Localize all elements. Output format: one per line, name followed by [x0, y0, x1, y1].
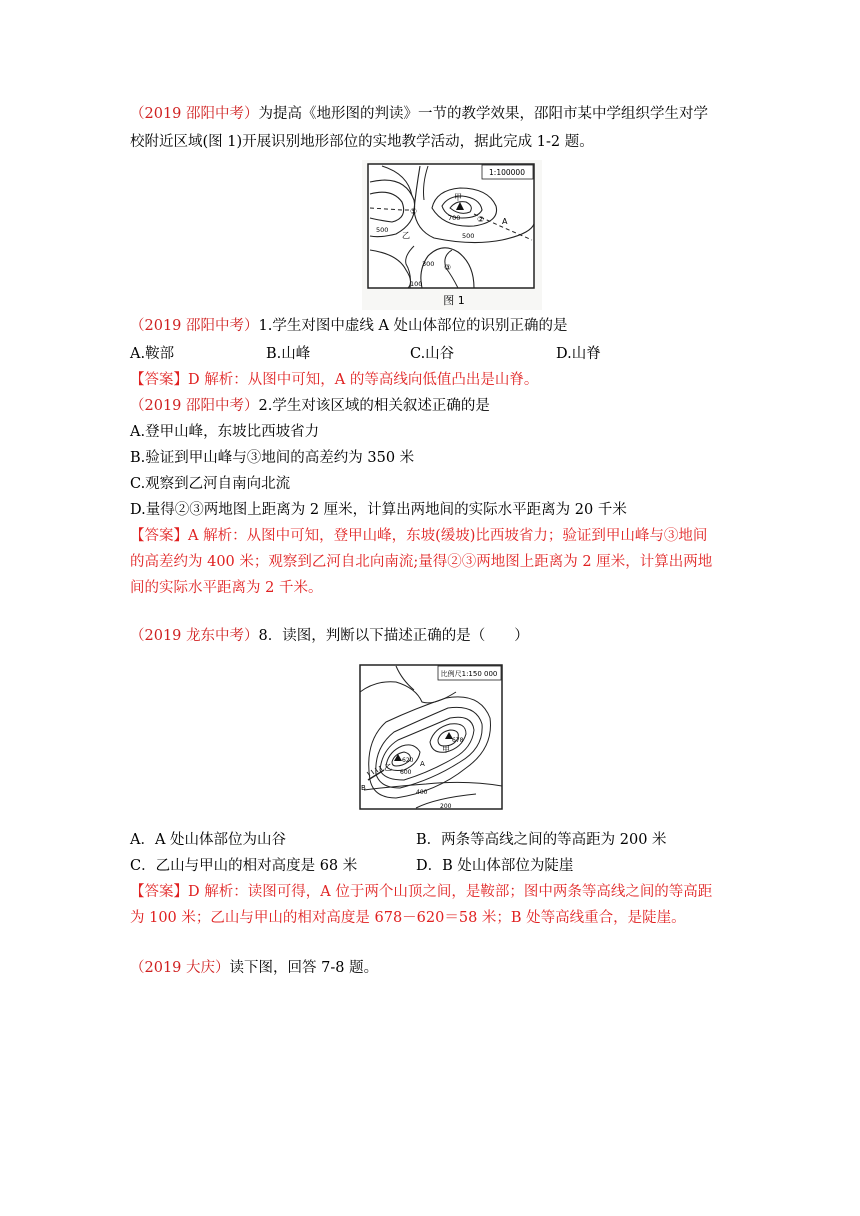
figure-1-label-700: 700 [448, 214, 461, 222]
item8-answer-line1 [130, 882, 712, 902]
item2-answer-line2: 的高差约为 400 米；观察到乙河自北向南流;量得②③两地图上距离为 2 厘米，计算出两地 [130, 554, 713, 570]
item2-option-a: A.登甲山峰，东坡比西坡省力 [130, 424, 320, 440]
item1-option-c: C.山谷 [410, 346, 455, 362]
item8-stem: 8．读图，判断以下描述正确的是（ ） [258, 628, 529, 644]
figure-1-label-jia: 甲 [454, 193, 462, 202]
figure-2-label-a: A [420, 760, 425, 768]
item2-stem: 2.学生对该区域的相关叙述正确的是 [258, 398, 490, 414]
figure-1-label-500a: 500 [376, 226, 389, 234]
item8-option-a: A．A 处山体部位为山谷 [130, 832, 287, 848]
figure-2-contour-map [356, 662, 506, 814]
item1-stem: 1.学生对图中虚线 A 处山体部位的识别正确的是 [258, 318, 568, 334]
figure-2-label-400: 400 [416, 789, 428, 796]
figure-2-label-b: B [361, 784, 366, 792]
q1-intro-line1 [130, 104, 708, 124]
item2-answer-line1 [130, 526, 707, 546]
figure-2-scale: 比例尺1:150 000 [440, 670, 498, 678]
item8-option-d: D．B 处山体部位为陡崖 [416, 858, 574, 874]
figure-2-label-600: 600 [400, 769, 412, 776]
item2-option-b: B.验证到甲山峰与③地间的高差约为 350 米 [130, 450, 415, 466]
item1-source: （2019 邵阳中考） [130, 318, 259, 334]
item8-answer-tag: 【答案】 [130, 884, 188, 900]
figure-1-label-500b: 500 [462, 232, 475, 240]
item8-stem-line [130, 626, 529, 646]
figure-1-scale: 1:100000 [489, 168, 525, 177]
item2-option-d: D.量得②③两地图上距离为 2 厘米，计算出两地间的实际水平距离为 20 千米 [130, 502, 627, 518]
item2-answer-line3: 间的实际水平距离为 2 千米。 [130, 580, 323, 596]
item8-option-c: C．乙山与甲山的相对高度是 68 米 [130, 858, 358, 874]
figure-1-label-100: 100 [410, 280, 423, 288]
q1-source: （2019 邵阳中考） [130, 106, 259, 122]
item8-answer-line2: 为 100 米；乙山与甲山的相对高度是 678－620＝58 米；B 处等高线重合，是陡崖。 [130, 910, 686, 926]
item2-stem-line [130, 396, 490, 416]
item1-option-d: D.山脊 [556, 346, 601, 362]
q1-intro-text: 为提高《地形图的判读》一节的教学效果，邵阳市某中学组织学生对学 [258, 106, 709, 122]
figure-2-label-678: 678 [452, 737, 464, 744]
item2-source: （2019 邵阳中考） [130, 398, 259, 414]
item2-answer-tag: 【答案】 [130, 528, 188, 544]
item8-answer-text-1: D 解析：读图可得，A 位于两个山顶之间，是鞍部；图中两条等高线之间的等高距 [188, 884, 713, 900]
item1-stem-line [130, 316, 568, 336]
figure-2-label-jia: 甲 [442, 745, 450, 754]
daqing-source: （2019 大庆） [130, 960, 230, 976]
figure-1-label-1: ① [410, 207, 418, 216]
item2-answer-text-1: A 解析：从图中可知，登甲山峰，东坡(缓坡)比西坡省力；验证到甲山峰与③地间 [188, 528, 708, 544]
daqing-stem-line [130, 958, 378, 978]
figure-2-label-yi: 乙 [384, 763, 392, 772]
figure-1-label-3: ③ [444, 263, 452, 272]
figure-1-label-a: A [502, 217, 508, 226]
figure-1-label-yi: 乙 [402, 231, 410, 240]
figure-1-contour-map [362, 160, 542, 310]
figure-2-label-200: 200 [440, 803, 452, 810]
figure-1-label-2: ② [477, 215, 485, 224]
figure-1-caption: 图 1 [443, 294, 465, 307]
figure-2-label-620: 620 [402, 757, 414, 764]
item1-answer [130, 370, 538, 390]
item8-source: （2019 龙东中考） [130, 628, 259, 644]
item1-option-b: B.山峰 [266, 346, 311, 362]
figure-1-label-300: 300 [422, 260, 435, 268]
item1-option-a: A.鞍部 [130, 346, 175, 362]
item2-option-c: C.观察到乙河自南向北流 [130, 476, 291, 492]
item1-answer-text: D 解析：从图中可知，A 的等高线向低值凸出是山脊。 [188, 372, 539, 388]
item8-option-b: B．两条等高线之间的等高距为 200 米 [416, 832, 667, 848]
daqing-stem: 读下图，回答 7-8 题。 [229, 960, 379, 976]
q1-intro-line2: 校附近区域(图 1)开展识别地形部位的实地教学活动，据此完成 1-2 题。 [130, 134, 594, 150]
item1-answer-tag: 【答案】 [130, 372, 188, 388]
